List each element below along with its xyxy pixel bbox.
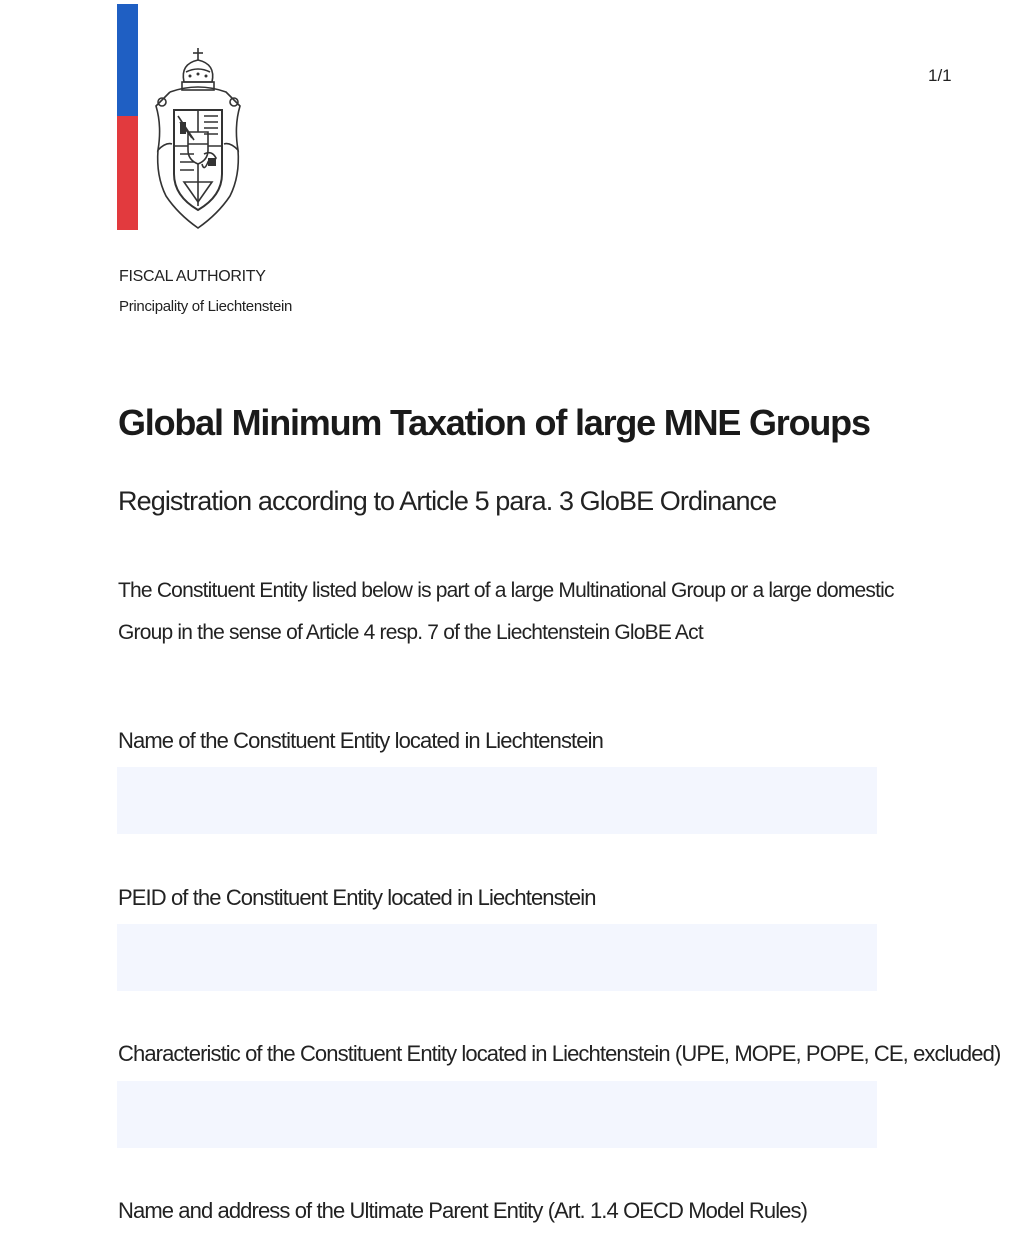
- characteristic-field[interactable]: [117, 1081, 877, 1148]
- coat-of-arms-icon: [150, 46, 246, 234]
- peid-field[interactable]: [117, 924, 877, 991]
- flag-blue-band: [117, 4, 138, 116]
- page-title: Global Minimum Taxation of large MNE Groups: [118, 402, 870, 443]
- field-label-characteristic: Characteristic of the Constituent Entity located in Liechtenstein (UPE, MOPE, POPE, CE, excluded): [118, 1041, 1001, 1066]
- flag-stripe: [117, 4, 138, 230]
- page-subtitle: Registration according to Article 5 para. 3 GloBE Ordinance: [118, 486, 777, 516]
- field-label-entity-name: Name of the Constituent Entity located in Liechtenstein: [118, 728, 603, 753]
- authority-subtitle: Principality of Liechtenstein: [119, 298, 293, 315]
- authority-name: FISCAL AUTHORITY: [119, 268, 266, 285]
- entity-name-field[interactable]: [117, 767, 877, 834]
- authority-block: [119, 262, 292, 322]
- field-label-peid: PEID of the Constituent Entity located in Liechtenstein: [118, 885, 596, 910]
- field-label-upe: Name and address of the Ultimate Parent Entity (Art. 1.4 OECD Model Rules): [118, 1198, 808, 1223]
- flag-red-band: [117, 116, 138, 230]
- page-number: 1/1: [928, 66, 952, 85]
- intro-paragraph: The Constituent Entity listed below is part of a large Multinational Group or a large domestic Group in the sense of Article 4 resp. 7 of the Liechtenstein GloBE Act: [118, 579, 894, 644]
